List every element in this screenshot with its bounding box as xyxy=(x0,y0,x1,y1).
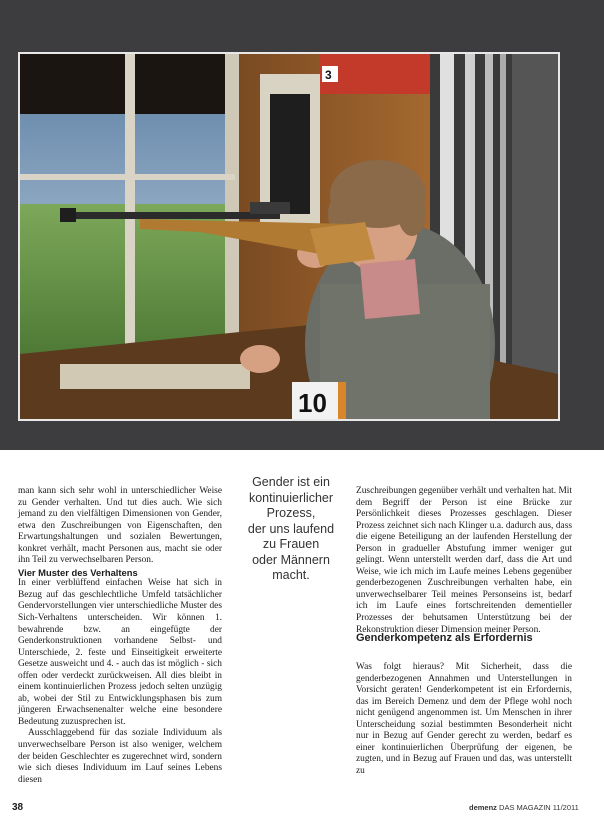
footer-brand: demenz xyxy=(469,803,497,812)
paragraph: In einer verblüffend einfachen Weise hat sich in Bezug auf das geschlechtliche Umfeld tatsächlicher Gendervorstellungen vier unterschiedliche Muster des Sich-Verhaltens unterscheiden. Wir können 1. bewahrende bzw. an eingefügte der Genderkonstruktionen vorhandene Selbst- und Unterschiede, 2. feste und Einseitigkeit erweiterte Gesetze ausweicht und 4. - auch das ist möglich - sich offen oder verdeckt zurückweisen. All dies bleibt in einem kontinuierlichen Prozess jedoch selten unzügig ab, wobei der Stil zu Entwicklungsphasen bis zum jüngeren Erwachsenenalter welche eine besondere Bedeutung zuzusprechen ist. xyxy=(18,578,222,727)
article-column-left xyxy=(18,486,222,786)
pull-quote-line: oder Männern xyxy=(252,552,330,567)
article-column-right xyxy=(356,486,572,636)
pull-quote-line: macht. xyxy=(272,568,310,582)
page-number: 38 xyxy=(12,802,24,813)
pull-quote xyxy=(232,475,350,584)
pull-quote-line: Gender ist ein xyxy=(252,475,330,489)
paragraph: Was folgt hieraus? Mit Sicherheit, dass die genderbezogenen Annahmen und Unterstellungen in Vorsicht geraten! Genderkompetent ist ein Erfordernis, das im Bereich Demenz und dem der Pflege wohl noch nicht genügend angenommen ist. Um Menschen in ihrer Unterscheidung sozial bestimmten Besonderheit nicht nur in Bezug auf Gender gerecht zu werden, bedarf es einer kontinuierlichen Überprüfung der eigenen, be zugten, und in Bezug auf Frauen und das, was unterstellt zu xyxy=(356,662,572,776)
section-heading-genderkompetenz: Genderkompetenz als Erfordernis xyxy=(356,632,533,644)
photo-illustration xyxy=(20,54,558,419)
pull-quote-line: zu Frauen xyxy=(262,537,320,551)
pull-quote-line: Prozess, xyxy=(266,506,316,520)
pull-quote-line: der uns laufend xyxy=(247,521,335,536)
footer-issue: DAS MAGAZIN 11/2011 xyxy=(499,803,579,812)
paragraph: Ausschlaggebend für das soziale Individuum als unverwechselbare Person ist also weniger, welchem der beiden Geschlechter es zugerechnet wird, sondern wie sich dieses Individuum im Lauf seines Lebens diesen xyxy=(18,728,222,785)
lane-number-top-label: 3 xyxy=(325,68,332,82)
article-column-right-lower xyxy=(356,662,572,777)
photo-woman-shooting-range xyxy=(18,52,560,421)
paragraph: man kann sich sehr wohl in unterschiedlicher Weise zu Gender verhalten. Und tut dies auch. Wie sich jemand zu den vielfältigen Dimensionen von Gender, etwa den Zuschreibungen von Eigenschaften, den Erwartungshaltungen und sozialen Bewertungen, konkret verhält, macht Personen aus, macht sie oder ihn Teil zu verwechselbaren Person. xyxy=(18,486,222,566)
pull-quote-line: kontinuierlicher xyxy=(248,490,334,505)
lane-number-label: 10 xyxy=(298,388,327,418)
footer-magazine xyxy=(469,803,579,812)
subheading-vier-muster: Vier Muster des Verhaltens xyxy=(18,566,138,578)
paragraph: Zuschreibungen gegenüber verhält und verhalten hat. Mit dem Begriff der Person ist eine Brücke zur Persönlichkeit dieses Prozesses geschlagen. Dieser Prozess zeichnet sich nach Klinger u.a. dadurch aus, dass die eigene Beteiligung an der laufenden Herstellung der Person in gradueller Abstufung immer weniger gut gelingt. Wenn unterstellt werden darf, dass die Art und Weise, wie ich mich im Laufe meines Lebens gegenüber genderbezogenen Zuschreibungen verhalten habe, ein unverwechselbarer Teil meines Personseins ist, bedarf ich im Laufe eines fortschreitenden dementieller Prozesses der behutsamen Unterstützung bei der Rekonstruktion dieser Dimension meiner Person. xyxy=(356,486,572,635)
